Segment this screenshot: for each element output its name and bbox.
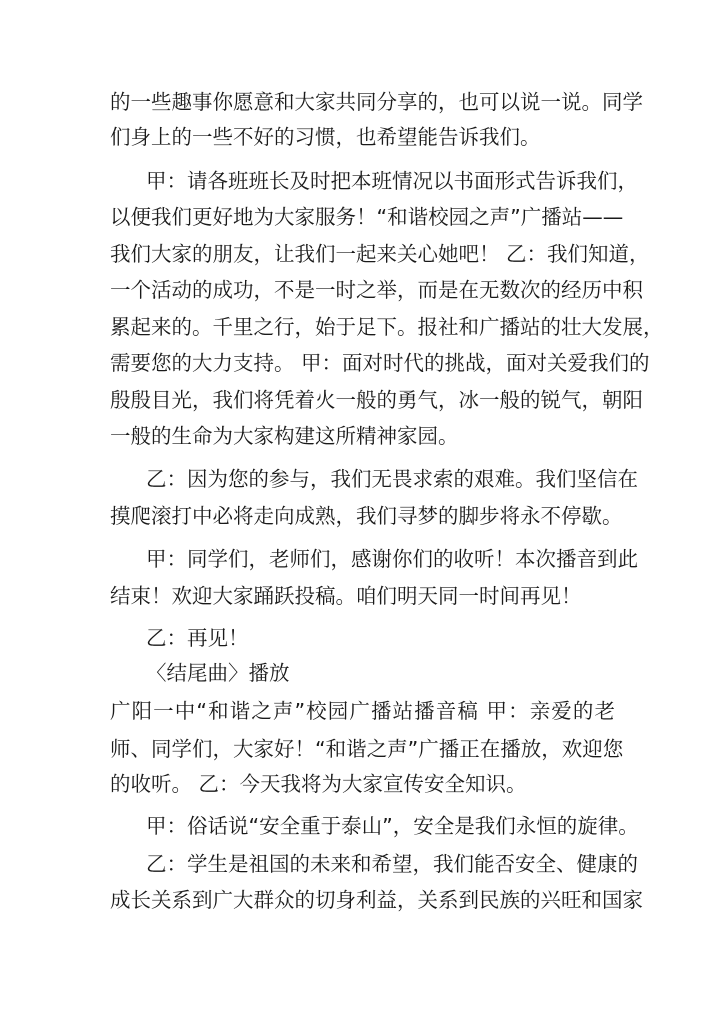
text-line: 的收听。 乙：今天我将为大家宣传安全知识。 bbox=[110, 772, 527, 796]
text-line: 摸爬滚打中必将走向成熟，我们寻梦的脚步将永不停歇。 bbox=[110, 504, 623, 528]
text-line: 乙：学生是祖国的未来和希望，我们能否安全、健康的 bbox=[146, 852, 638, 876]
text-line: 甲：请各班班长及时把本班情况以书面形式告诉我们， bbox=[146, 169, 638, 193]
text-line: 乙：再见！ bbox=[146, 626, 249, 650]
text-line: 〈结尾曲〉播放 bbox=[146, 661, 290, 685]
text-line: 师、同学们，大家好！“和谐之声”广播正在播放，欢迎您 bbox=[110, 737, 624, 761]
text-line: 的一些趣事你愿意和大家共同分享的，也可以说一说。同学 bbox=[110, 90, 643, 114]
text-line: 甲：俗话说“安全重于泰山”，安全是我们永恒的旋律。 bbox=[146, 814, 639, 838]
text-line: 甲：同学们，老师们，感谢你们的收听！本次播音到此 bbox=[146, 547, 638, 571]
text-line: 以便我们更好地为大家服务！“和谐校园之声”广播站—— bbox=[110, 205, 624, 229]
text-line: 我们大家的朋友，让我们一起来关心她吧！ 乙：我们知道， bbox=[110, 242, 650, 266]
text-line: 结束！欢迎大家踊跃投稿。咱们明天同一时间再见！ bbox=[110, 584, 582, 608]
text-line: 一般的生命为大家构建这所精神家园。 bbox=[110, 424, 459, 448]
text-line: 需要您的大力支持。 甲：面对时代的挑战，面对关爱我们的 bbox=[110, 351, 650, 375]
text-line: 广阳一中“和谐之声”校园广播站播音稿 甲：亲爱的老 bbox=[110, 699, 615, 723]
text-line: 累起来的。千里之行，始于足下。报社和广播站的壮大发展， bbox=[110, 315, 664, 339]
text-line: 们身上的一些不好的习惯，也希望能告诉我们。 bbox=[110, 125, 541, 149]
text-line: 成长关系到广大群众的切身利益，关系到民族的兴旺和国家 bbox=[110, 888, 643, 912]
text-line: 乙：因为您的参与，我们无畏求索的艰难。我们坚信在 bbox=[146, 467, 638, 491]
text-line: 殷殷目光，我们将凭着火一般的勇气，冰一般的锐气，朝阳 bbox=[110, 388, 643, 412]
text-line: 一个活动的成功，不是一时之举，而是在无数次的经历中积 bbox=[110, 278, 643, 302]
